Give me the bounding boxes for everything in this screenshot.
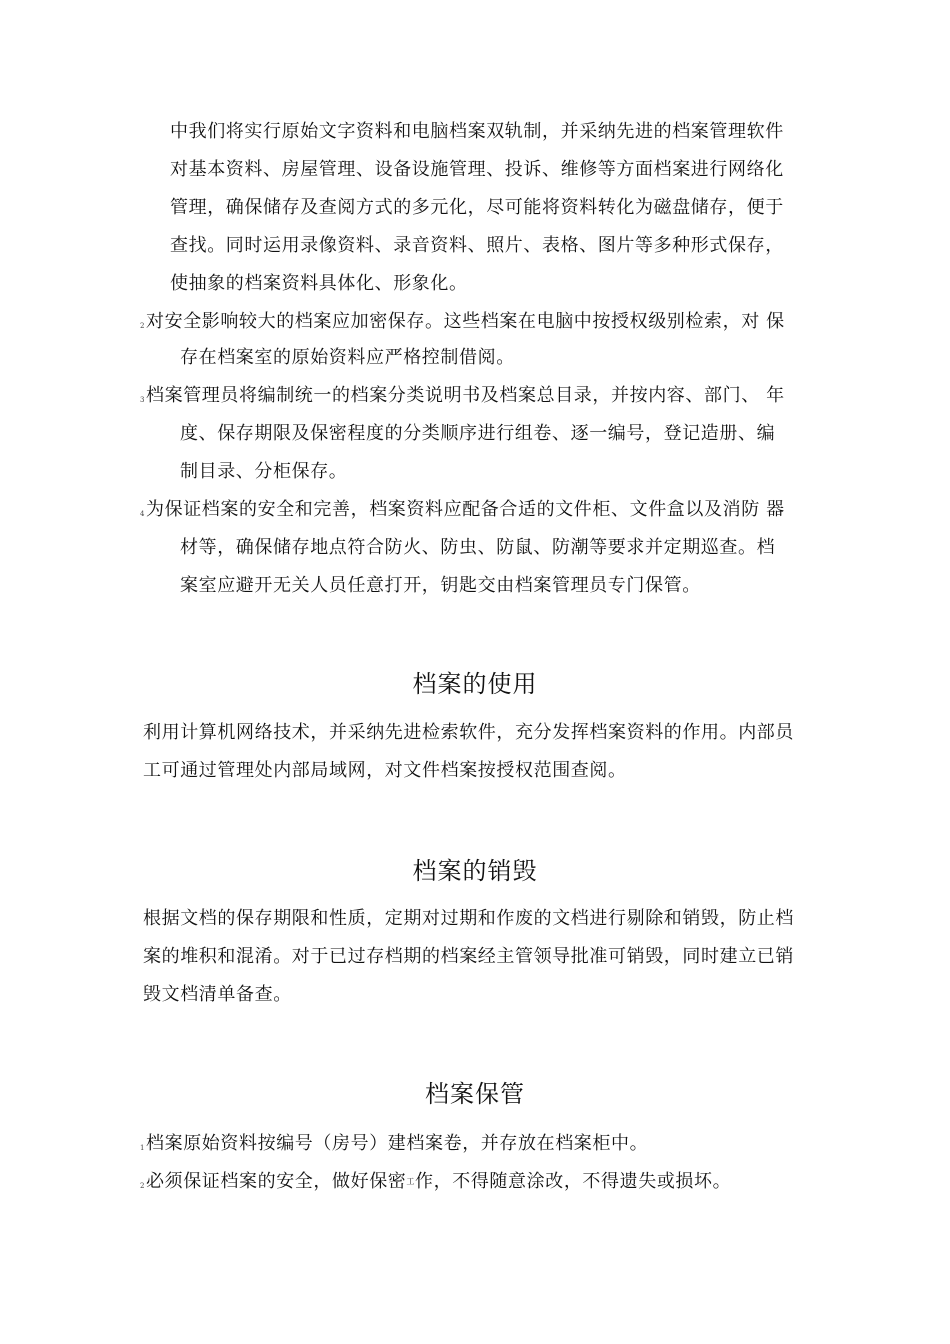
section-heading-storage: 档案保管 <box>425 1080 525 1108</box>
list-marker: 1 <box>140 1144 145 1152</box>
list-marker: 2 <box>140 1182 145 1190</box>
item-line: 档案原始资料按编号（房号）建档案卷，并存放在档案柜中。 <box>146 1133 649 1154</box>
paragraph-line: 利用计算机网络技术，并采纳先进检索软件，充分发挥档案资料的作用。内部员 <box>143 722 794 743</box>
intro-line: 查找。同时运用录像资料、录音资料、照片、表格、图片等多种形式保存， <box>170 235 784 256</box>
intro-line: 使抽象的档案资料具体化、形象化。 <box>170 273 468 294</box>
list-marker: 3 <box>140 396 145 404</box>
intro-line: 管理，确保储存及查阅方式的多元化，尽可能将资料转化为磁盘储存，便于 <box>170 197 784 218</box>
intro-line: 对基本资料、房屋管理、设备设施管理、投诉、维修等方面档案进行网络化 <box>170 159 784 180</box>
item-line: 存在档案室的原始资料应严格控制借阅。 <box>180 347 515 368</box>
item-line: 制目录、分柜保存。 <box>180 461 348 482</box>
section-heading-usage: 档案的使用 <box>412 670 538 698</box>
paragraph-line: 毁文档清单备查。 <box>143 984 292 1005</box>
paragraph-line: 案的堆积和混淆。对于已过存档期的档案经主管领导批准可销毁，同时建立已销 <box>143 946 794 967</box>
paragraph-line: 根据文档的保存期限和性质，定期对过期和作废的文档进行剔除和销毁，防止档 <box>143 908 794 929</box>
item-line: 档案管理员将编制统一的档案分类说明书及档案总目录，并按内容、部门、 年 <box>146 385 785 406</box>
item-line: 对安全影响较大的档案应加密保存。这些档案在电脑中按授权级别检索，对 保 <box>146 311 785 332</box>
item-line-part: 作，不得随意涂改，不得遗失或损坏。 <box>415 1171 732 1192</box>
item-line-part: 必须保证档案的安全，做好保密 <box>146 1171 407 1192</box>
list-marker: 2 <box>140 322 145 330</box>
inline-marker: 工 <box>406 1177 416 1186</box>
item-line <box>146 1170 731 1194</box>
list-marker: 4 <box>140 510 145 518</box>
item-line: 案室应避开无关人员任意打开，钥匙交由档案管理员专门保管。 <box>180 575 701 596</box>
intro-line: 中我们将实行原始文字资料和电脑档案双轨制，并采纳先进的档案管理软件 <box>170 121 784 142</box>
item-line: 材等，确保储存地点符合防火、防虫、防鼠、防潮等要求并定期巡查。档 <box>180 537 776 558</box>
paragraph-line: 工可通过管理处内部局域网，对文件档案按授权范围查阅。 <box>143 760 627 781</box>
section-heading-destruction: 档案的销毁 <box>412 857 538 885</box>
item-line: 为保证档案的安全和完善，档案资料应配备合适的文件柜、文件盒以及消防 器 <box>146 499 785 520</box>
item-line: 度、保存期限及保密程度的分类顺序进行组卷、逐一编号，登记造册、编 <box>180 423 776 444</box>
